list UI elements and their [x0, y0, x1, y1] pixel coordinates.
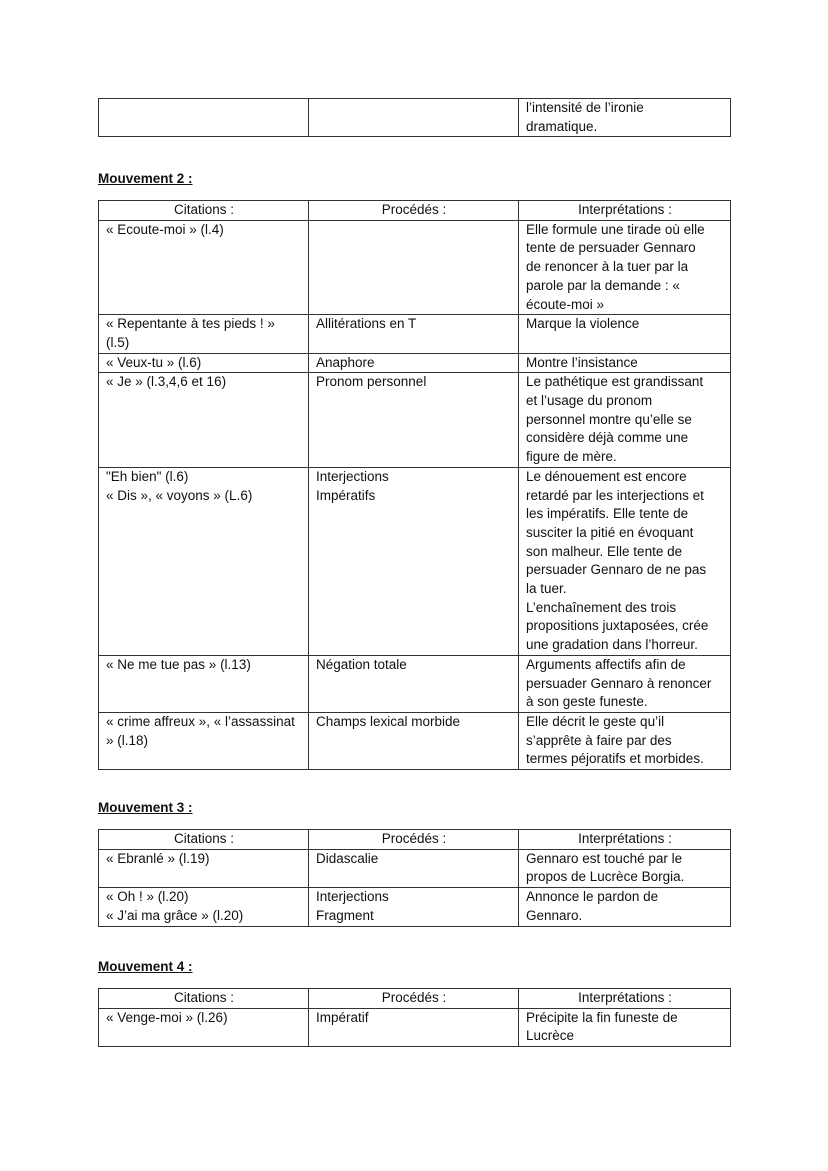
citation-cell: « Repentante à tes pieds ! » (l.5) — [99, 315, 309, 353]
interpretation-cell: Elle formule une tirade où elle tente de persuader Gennaro de renoncer à la tuer par la parole par la demande : « écoute-moi » — [519, 220, 731, 315]
table-row — [99, 467, 731, 655]
interpretation-cell: Le pathétique est grandissant et l’usage du pronom personnel montre qu’elle se considère déjà comme une figure de mère. — [519, 373, 731, 468]
section-heading: Mouvement 2 : — [98, 171, 193, 186]
procede-cell — [309, 99, 519, 137]
interpretation-cell: Elle décrit le geste qu’il s’apprête à faire par des termes péjoratifs et morbides. — [519, 712, 731, 769]
interpretation-cell: Gennaro est touché par le propos de Lucrèce Borgia. — [519, 849, 731, 887]
procede-cell: Anaphore — [309, 353, 519, 373]
procede-cell: Interjections Fragment — [309, 888, 519, 926]
table-row — [99, 712, 731, 769]
interpretation-cell: Marque la violence — [519, 315, 731, 353]
procede-cell: Interjections Impératifs — [309, 467, 519, 655]
citation-cell: « crime affreux », « l’assassinat » (l.18) — [99, 712, 309, 769]
continuation-table — [98, 98, 731, 137]
citation-cell: « Oh ! » (l.20) « J’ai ma grâce » (l.20) — [99, 888, 309, 926]
interpretation-cell: Arguments affectifs afin de persuader Gennaro à renoncer à son geste funeste. — [519, 655, 731, 712]
header-procedes: Procédés : — [309, 201, 519, 221]
interpretation-cell: Annonce le pardon de Gennaro. — [519, 888, 731, 926]
procede-cell: Impératif — [309, 1008, 519, 1046]
table-row — [99, 888, 731, 926]
citation-cell: « Ne me tue pas » (l.13) — [99, 655, 309, 712]
interpretation-cell: Le dénouement est encore retardé par les interjections et les impératifs. Elle tente de susciter la pitié en évoquant son malheur. Elle tente de persuader Gennaro de ne pas la tuer. L’enchaînement des trois propositions juxtaposées, crée une gradation dans l’horreur. — [519, 467, 731, 655]
table-row — [99, 353, 731, 373]
header-procedes: Procédés : — [309, 989, 519, 1009]
header-citations: Citations : — [99, 830, 309, 850]
analysis-table-mouvement-3 — [98, 829, 731, 927]
header-interpretations: Interprétations : — [519, 201, 731, 221]
procede-cell — [309, 220, 519, 315]
interpretation-cell: Montre l’insistance — [519, 353, 731, 373]
header-procedes: Procédés : — [309, 830, 519, 850]
table-row — [99, 220, 731, 315]
citation-cell: « Venge-moi » (l.26) — [99, 1008, 309, 1046]
citation-cell — [99, 99, 309, 137]
table-row — [99, 315, 731, 353]
table-row — [99, 373, 731, 468]
table-header-row — [99, 830, 731, 850]
procede-cell: Champs lexical morbide — [309, 712, 519, 769]
table-header-row — [99, 989, 731, 1009]
section-heading: Mouvement 3 : — [98, 800, 193, 815]
section-heading: Mouvement 4 : — [98, 959, 193, 974]
table-row — [99, 849, 731, 887]
header-citations: Citations : — [99, 989, 309, 1009]
header-citations: Citations : — [99, 201, 309, 221]
header-interpretations: Interprétations : — [519, 989, 731, 1009]
citation-cell: « Je » (l.3,4,6 et 16) — [99, 373, 309, 468]
procede-cell: Allitérations en T — [309, 315, 519, 353]
table-row — [99, 99, 731, 137]
citation-cell: « Ecoute-moi » (l.4) — [99, 220, 309, 315]
header-interpretations: Interprétations : — [519, 830, 731, 850]
procede-cell: Didascalie — [309, 849, 519, 887]
analysis-table-mouvement-2 — [98, 200, 731, 770]
citation-cell: « Ebranlé » (l.19) — [99, 849, 309, 887]
table-header-row — [99, 201, 731, 221]
citation-cell: "Eh bien" (l.6) « Dis », « voyons » (L.6) — [99, 467, 309, 655]
table-row — [99, 655, 731, 712]
procede-cell: Négation totale — [309, 655, 519, 712]
citation-cell: « Veux-tu » (l.6) — [99, 353, 309, 373]
procede-cell: Pronom personnel — [309, 373, 519, 468]
interpretation-cell: Précipite la fin funeste de Lucrèce — [519, 1008, 731, 1046]
analysis-table-mouvement-4 — [98, 988, 731, 1047]
interpretation-cell: l’intensité de l’ironie dramatique. — [519, 99, 731, 137]
table-row — [99, 1008, 731, 1046]
